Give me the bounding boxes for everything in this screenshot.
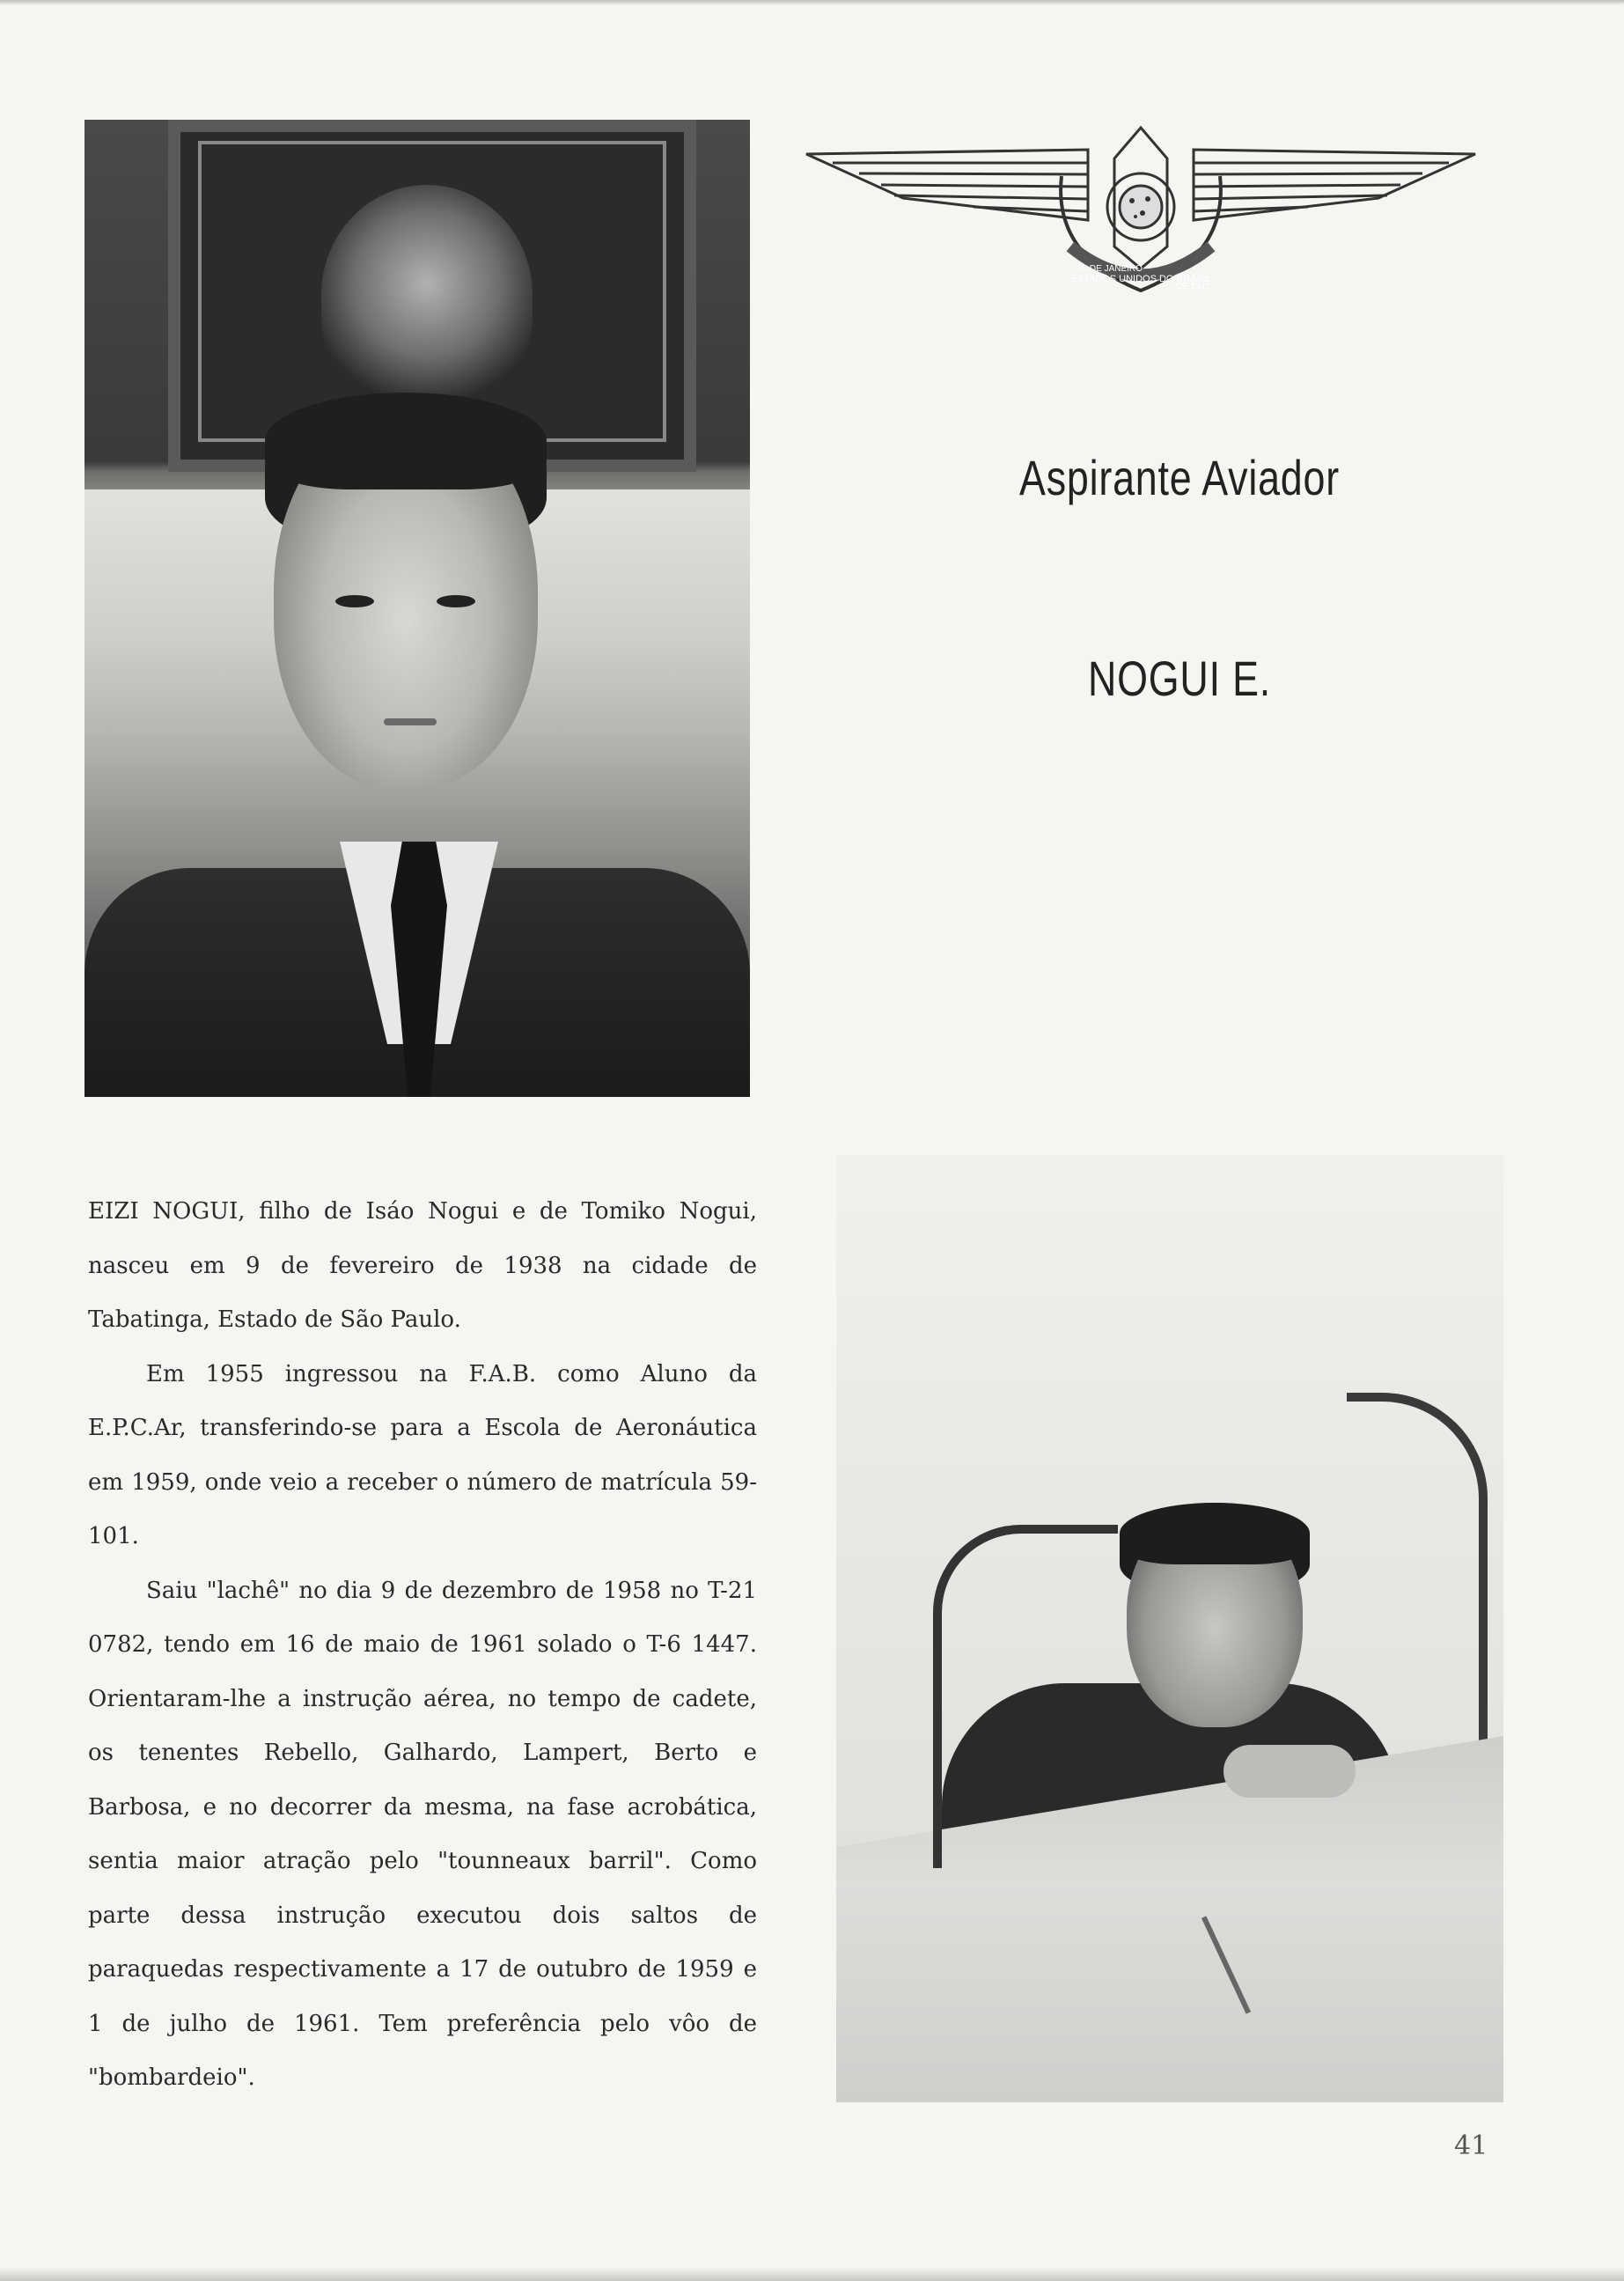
- cockpit-photo: [836, 1155, 1503, 2102]
- insignia-top-text: ESTADOS UNIDOS DO BRASIL: [1070, 274, 1211, 284]
- canopy-front-frame: [933, 1525, 1118, 1868]
- insignia-left-text: 20 DE JANEIRO: [1077, 264, 1143, 274]
- biography-text: [88, 1185, 757, 2106]
- page-number: 41: [1454, 2130, 1488, 2161]
- air-force-wings-icon: [797, 114, 1484, 317]
- rank-heading: Aspirante Aviador: [1019, 450, 1340, 505]
- name-heading: NOGUI E.: [1087, 651, 1272, 706]
- bio-paragraph-3: Saiu "lachê" no dia 9 de dezembro de 1958 no T-21 0782, tendo em 16 de maio de 1961 solado o T-6 1447. Orientaram-lhe a instrução aérea, no tempo de cadete, os tenentes Rebello, Galhardo, Lampert, Berto e Barbosa, e no decorrer da mesma, na fase acrobática, sentia maior atração pelo "tounneaux barril". Como parte dessa instrução executou dois saltos de paraquedas respectivamente a 17 de outubro de 1959 e 1 de julho de 1961. Tem preferência pelo vôo de "bombardeio".: [88, 1577, 757, 2091]
- eagle-crest-icon: [321, 185, 533, 405]
- bio-paragraph-2: Em 1955 ingressou na F.A.B. como Aluno da E.P.C.Ar, transferindo-se para a Escola de Aeronáutica em 1959, onde veio a receber o número de matrícula 59-101.: [88, 1360, 757, 1549]
- page-top-edge: [0, 0, 1624, 5]
- bio-paragraph-1: EIZI NOGUI, filho de Isáo Nogui e de Tomiko Nogui, nasceu em 9 de fevereiro de 1938 na cidade de Tabatinga, Estado de São Paulo.: [88, 1198, 757, 1333]
- page-bottom-edge: [0, 2267, 1624, 2281]
- portrait-photo: [85, 120, 750, 1097]
- insignia-right-text: DE 1941: [1176, 282, 1210, 291]
